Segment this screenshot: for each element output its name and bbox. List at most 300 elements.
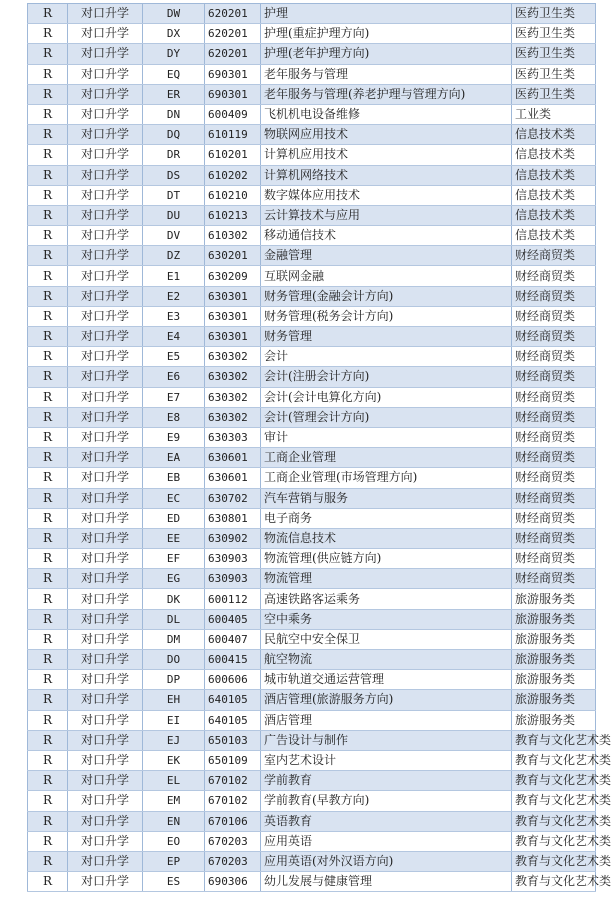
major-code-cell: 620201 (205, 44, 261, 64)
category-cell: 财经商贸类 (512, 306, 596, 326)
level-cell: R (28, 367, 68, 387)
category-cell: 财经商贸类 (512, 387, 596, 407)
table-row (28, 347, 596, 367)
major-name-cell: 民航空中安全保卫 (261, 629, 512, 649)
level-cell: R (28, 387, 68, 407)
major-name-cell: 室内艺术设计 (261, 750, 512, 770)
admission-type-cell: 对口升学 (68, 851, 143, 871)
table-row (28, 872, 596, 892)
level-cell: R (28, 831, 68, 851)
major-name-cell: 云计算技术与应用 (261, 205, 512, 225)
major-abbr-cell: EJ (143, 730, 205, 750)
major-code-cell: 670203 (205, 851, 261, 871)
major-abbr-cell: DR (143, 145, 205, 165)
major-name-cell: 审计 (261, 427, 512, 447)
level-cell: R (28, 771, 68, 791)
table-row (28, 549, 596, 569)
category-cell: 旅游服务类 (512, 589, 596, 609)
level-cell: R (28, 205, 68, 225)
table-row (28, 831, 596, 851)
table-row (28, 367, 596, 387)
admission-type-cell: 对口升学 (68, 508, 143, 528)
category-cell: 财经商贸类 (512, 367, 596, 387)
admission-type-cell: 对口升学 (68, 690, 143, 710)
level-cell: R (28, 690, 68, 710)
admission-type-cell: 对口升学 (68, 125, 143, 145)
major-code-cell: 630301 (205, 306, 261, 326)
major-name-cell: 幼儿发展与健康管理 (261, 872, 512, 892)
table-row (28, 710, 596, 730)
admission-type-cell: 对口升学 (68, 347, 143, 367)
major-code-cell: 630302 (205, 407, 261, 427)
major-name-cell: 会计(会计电算化方向) (261, 387, 512, 407)
table-row (28, 771, 596, 791)
level-cell: R (28, 710, 68, 730)
major-code-cell: 630903 (205, 549, 261, 569)
major-name-cell: 学前教育 (261, 771, 512, 791)
table-row (28, 145, 596, 165)
major-code-cell: 630702 (205, 488, 261, 508)
level-cell: R (28, 650, 68, 670)
major-abbr-cell: DM (143, 629, 205, 649)
major-code-cell: 630303 (205, 427, 261, 447)
major-abbr-cell: DO (143, 650, 205, 670)
level-cell: R (28, 468, 68, 488)
level-cell: R (28, 427, 68, 447)
admission-type-cell: 对口升学 (68, 327, 143, 347)
major-abbr-cell: DN (143, 104, 205, 124)
major-code-cell: 650109 (205, 750, 261, 770)
major-abbr-cell: E4 (143, 327, 205, 347)
admission-type-cell: 对口升学 (68, 24, 143, 44)
category-cell: 财经商贸类 (512, 569, 596, 589)
major-abbr-cell: DQ (143, 125, 205, 145)
major-abbr-cell: EE (143, 528, 205, 548)
level-cell: R (28, 327, 68, 347)
table-row (28, 327, 596, 347)
admission-type-cell: 对口升学 (68, 286, 143, 306)
major-name-cell: 老年服务与管理(养老护理与管理方向) (261, 84, 512, 104)
admission-type-cell: 对口升学 (68, 811, 143, 831)
major-abbr-cell: EA (143, 448, 205, 468)
admission-type-cell: 对口升学 (68, 750, 143, 770)
table-row (28, 811, 596, 831)
major-name-cell: 计算机网络技术 (261, 165, 512, 185)
table-row (28, 24, 596, 44)
level-cell: R (28, 104, 68, 124)
category-cell: 财经商贸类 (512, 528, 596, 548)
major-name-cell: 学前教育(早教方向) (261, 791, 512, 811)
major-name-cell: 移动通信技术 (261, 226, 512, 246)
major-code-cell: 630902 (205, 528, 261, 548)
category-cell: 教育与文化艺术类 (512, 771, 596, 791)
major-code-cell: 690306 (205, 872, 261, 892)
admission-type-cell: 对口升学 (68, 650, 143, 670)
category-cell: 教育与文化艺术类 (512, 791, 596, 811)
major-code-cell: 610119 (205, 125, 261, 145)
major-name-cell: 护理(老年护理方向) (261, 44, 512, 64)
major-code-cell: 630301 (205, 327, 261, 347)
major-name-cell: 互联网金融 (261, 266, 512, 286)
admission-type-cell: 对口升学 (68, 730, 143, 750)
category-cell: 教育与文化艺术类 (512, 811, 596, 831)
major-abbr-cell: EM (143, 791, 205, 811)
level-cell: R (28, 286, 68, 306)
major-name-cell: 广告设计与制作 (261, 730, 512, 750)
major-code-cell: 630903 (205, 569, 261, 589)
level-cell: R (28, 872, 68, 892)
major-code-cell: 670106 (205, 811, 261, 831)
table-row (28, 84, 596, 104)
table-row (28, 64, 596, 84)
major-abbr-cell: EN (143, 811, 205, 831)
category-cell: 教育与文化艺术类 (512, 730, 596, 750)
level-cell: R (28, 185, 68, 205)
category-cell: 财经商贸类 (512, 286, 596, 306)
major-name-cell: 会计(注册会计方向) (261, 367, 512, 387)
level-cell: R (28, 246, 68, 266)
level-cell: R (28, 407, 68, 427)
table-row (28, 730, 596, 750)
category-cell: 医药卫生类 (512, 44, 596, 64)
major-abbr-cell: E5 (143, 347, 205, 367)
level-cell: R (28, 347, 68, 367)
major-name-cell: 航空物流 (261, 650, 512, 670)
major-abbr-cell: EI (143, 710, 205, 730)
admission-type-cell: 对口升学 (68, 145, 143, 165)
major-code-cell: 630201 (205, 246, 261, 266)
category-cell: 财经商贸类 (512, 549, 596, 569)
major-name-cell: 物流信息技术 (261, 528, 512, 548)
admission-type-cell: 对口升学 (68, 791, 143, 811)
major-abbr-cell: ER (143, 84, 205, 104)
major-name-cell: 护理 (261, 4, 512, 24)
major-name-cell: 工商企业管理(市场管理方向) (261, 468, 512, 488)
admission-type-cell: 对口升学 (68, 468, 143, 488)
level-cell: R (28, 589, 68, 609)
category-cell: 信息技术类 (512, 226, 596, 246)
admission-table-sheet (27, 3, 611, 892)
major-name-cell: 数字媒体应用技术 (261, 185, 512, 205)
admission-type-cell: 对口升学 (68, 84, 143, 104)
major-abbr-cell: DW (143, 4, 205, 24)
level-cell: R (28, 609, 68, 629)
major-abbr-cell: DL (143, 609, 205, 629)
level-cell: R (28, 44, 68, 64)
category-cell: 信息技术类 (512, 205, 596, 225)
admission-type-cell: 对口升学 (68, 872, 143, 892)
table-body (28, 4, 611, 892)
table-row (28, 690, 596, 710)
table-row (28, 448, 596, 468)
major-code-cell: 670102 (205, 771, 261, 791)
admission-type-cell: 对口升学 (68, 427, 143, 447)
major-name-cell: 高速铁路客运乘务 (261, 589, 512, 609)
major-name-cell: 金融管理 (261, 246, 512, 266)
category-cell: 财经商贸类 (512, 488, 596, 508)
table-row (28, 44, 596, 64)
category-cell: 财经商贸类 (512, 246, 596, 266)
major-code-cell: 630302 (205, 347, 261, 367)
category-cell: 财经商贸类 (512, 468, 596, 488)
major-name-cell: 会计(管理会计方向) (261, 407, 512, 427)
admission-type-cell: 对口升学 (68, 367, 143, 387)
admission-type-cell: 对口升学 (68, 609, 143, 629)
major-name-cell: 工商企业管理 (261, 448, 512, 468)
major-abbr-cell: E7 (143, 387, 205, 407)
major-abbr-cell: E3 (143, 306, 205, 326)
category-cell: 旅游服务类 (512, 609, 596, 629)
level-cell: R (28, 569, 68, 589)
table-row (28, 508, 596, 528)
table-row (28, 266, 596, 286)
level-cell: R (28, 64, 68, 84)
major-name-cell: 酒店管理 (261, 710, 512, 730)
major-abbr-cell: E9 (143, 427, 205, 447)
level-cell: R (28, 306, 68, 326)
major-abbr-cell: EH (143, 690, 205, 710)
major-code-cell: 600415 (205, 650, 261, 670)
table-row (28, 589, 596, 609)
category-cell: 财经商贸类 (512, 327, 596, 347)
major-abbr-cell: DZ (143, 246, 205, 266)
major-name-cell: 会计 (261, 347, 512, 367)
major-code-cell: 630801 (205, 508, 261, 528)
level-cell: R (28, 508, 68, 528)
major-abbr-cell: ES (143, 872, 205, 892)
admission-type-cell: 对口升学 (68, 831, 143, 851)
major-code-cell: 640105 (205, 710, 261, 730)
level-cell: R (28, 266, 68, 286)
category-cell: 工业类 (512, 104, 596, 124)
table-row (28, 528, 596, 548)
major-code-cell: 670102 (205, 791, 261, 811)
admission-type-cell: 对口升学 (68, 104, 143, 124)
table-row (28, 468, 596, 488)
major-abbr-cell: E1 (143, 266, 205, 286)
category-cell: 财经商贸类 (512, 448, 596, 468)
level-cell: R (28, 549, 68, 569)
major-abbr-cell: EL (143, 771, 205, 791)
category-cell: 医药卫生类 (512, 4, 596, 24)
major-code-cell: 690301 (205, 64, 261, 84)
major-code-cell: 600407 (205, 629, 261, 649)
admission-type-cell: 对口升学 (68, 448, 143, 468)
major-name-cell: 老年服务与管理 (261, 64, 512, 84)
admission-type-cell: 对口升学 (68, 185, 143, 205)
major-abbr-cell: EO (143, 831, 205, 851)
table-row (28, 4, 596, 24)
major-abbr-cell: DY (143, 44, 205, 64)
major-code-cell: 610201 (205, 145, 261, 165)
category-cell: 信息技术类 (512, 125, 596, 145)
major-name-cell: 财务管理 (261, 327, 512, 347)
table-row (28, 427, 596, 447)
level-cell: R (28, 4, 68, 24)
category-cell: 教育与文化艺术类 (512, 750, 596, 770)
major-code-cell: 600409 (205, 104, 261, 124)
category-cell: 旅游服务类 (512, 670, 596, 690)
level-cell: R (28, 670, 68, 690)
level-cell: R (28, 730, 68, 750)
major-code-cell: 630601 (205, 448, 261, 468)
major-abbr-cell: EP (143, 851, 205, 871)
major-code-cell: 610302 (205, 226, 261, 246)
major-abbr-cell: DU (143, 205, 205, 225)
table-row (28, 306, 596, 326)
major-abbr-cell: DK (143, 589, 205, 609)
admission-type-cell: 对口升学 (68, 407, 143, 427)
admission-type-cell: 对口升学 (68, 670, 143, 690)
major-code-cell: 620201 (205, 24, 261, 44)
admission-type-cell: 对口升学 (68, 44, 143, 64)
table-row (28, 387, 596, 407)
major-abbr-cell: E6 (143, 367, 205, 387)
major-code-cell: 630302 (205, 387, 261, 407)
major-abbr-cell: EK (143, 750, 205, 770)
admission-type-cell: 对口升学 (68, 165, 143, 185)
admission-type-cell: 对口升学 (68, 64, 143, 84)
major-code-cell: 630601 (205, 468, 261, 488)
major-abbr-cell: DX (143, 24, 205, 44)
major-name-cell: 城市轨道交通运营管理 (261, 670, 512, 690)
category-cell: 财经商贸类 (512, 427, 596, 447)
admission-type-cell: 对口升学 (68, 710, 143, 730)
level-cell: R (28, 125, 68, 145)
major-abbr-cell: DS (143, 165, 205, 185)
major-name-cell: 英语教育 (261, 811, 512, 831)
table-row (28, 407, 596, 427)
major-abbr-cell: EC (143, 488, 205, 508)
category-cell: 财经商贸类 (512, 407, 596, 427)
table-row (28, 750, 596, 770)
admission-type-cell: 对口升学 (68, 549, 143, 569)
admission-type-cell: 对口升学 (68, 569, 143, 589)
major-code-cell: 630302 (205, 367, 261, 387)
category-cell: 医药卫生类 (512, 24, 596, 44)
major-abbr-cell: EG (143, 569, 205, 589)
admission-type-cell: 对口升学 (68, 205, 143, 225)
major-name-cell: 应用英语(对外汉语方向) (261, 851, 512, 871)
admission-type-cell: 对口升学 (68, 306, 143, 326)
major-abbr-cell: DV (143, 226, 205, 246)
table-row (28, 104, 596, 124)
table-row (28, 246, 596, 266)
major-code-cell: 620201 (205, 4, 261, 24)
table-row (28, 791, 596, 811)
admission-type-cell: 对口升学 (68, 387, 143, 407)
major-code-cell: 610202 (205, 165, 261, 185)
major-name-cell: 应用英语 (261, 831, 512, 851)
level-cell: R (28, 488, 68, 508)
major-code-cell: 630301 (205, 286, 261, 306)
major-abbr-cell: DT (143, 185, 205, 205)
category-cell: 医药卫生类 (512, 84, 596, 104)
major-code-cell: 650103 (205, 730, 261, 750)
category-cell: 教育与文化艺术类 (512, 831, 596, 851)
level-cell: R (28, 145, 68, 165)
majors-table (27, 3, 611, 892)
category-cell: 信息技术类 (512, 165, 596, 185)
category-cell: 财经商贸类 (512, 347, 596, 367)
category-cell: 信息技术类 (512, 185, 596, 205)
major-name-cell: 酒店管理(旅游服务方向) (261, 690, 512, 710)
table-row (28, 125, 596, 145)
category-cell: 教育与文化艺术类 (512, 851, 596, 871)
major-abbr-cell: EQ (143, 64, 205, 84)
major-name-cell: 财务管理(税务会计方向) (261, 306, 512, 326)
major-code-cell: 610210 (205, 185, 261, 205)
level-cell: R (28, 750, 68, 770)
table-row (28, 226, 596, 246)
table-row (28, 205, 596, 225)
major-code-cell: 600405 (205, 609, 261, 629)
major-name-cell: 财务管理(金融会计方向) (261, 286, 512, 306)
level-cell: R (28, 226, 68, 246)
admission-type-cell: 对口升学 (68, 629, 143, 649)
table-row (28, 165, 596, 185)
admission-type-cell: 对口升学 (68, 528, 143, 548)
major-name-cell: 物流管理 (261, 569, 512, 589)
level-cell: R (28, 791, 68, 811)
table-row (28, 286, 596, 306)
level-cell: R (28, 165, 68, 185)
major-name-cell: 电子商务 (261, 508, 512, 528)
table-row (28, 670, 596, 690)
major-name-cell: 汽车营销与服务 (261, 488, 512, 508)
major-code-cell: 610213 (205, 205, 261, 225)
level-cell: R (28, 811, 68, 831)
major-code-cell: 600606 (205, 670, 261, 690)
major-name-cell: 空中乘务 (261, 609, 512, 629)
major-name-cell: 物联网应用技术 (261, 125, 512, 145)
admission-type-cell: 对口升学 (68, 246, 143, 266)
table-row (28, 851, 596, 871)
major-abbr-cell: E8 (143, 407, 205, 427)
table-row (28, 629, 596, 649)
major-code-cell: 690301 (205, 84, 261, 104)
level-cell: R (28, 629, 68, 649)
category-cell: 旅游服务类 (512, 629, 596, 649)
table-row (28, 569, 596, 589)
category-cell: 信息技术类 (512, 145, 596, 165)
category-cell: 教育与文化艺术类 (512, 872, 596, 892)
admission-type-cell: 对口升学 (68, 771, 143, 791)
major-abbr-cell: EF (143, 549, 205, 569)
category-cell: 旅游服务类 (512, 650, 596, 670)
admission-type-cell: 对口升学 (68, 266, 143, 286)
level-cell: R (28, 851, 68, 871)
major-abbr-cell: EB (143, 468, 205, 488)
major-name-cell: 飞机机电设备维修 (261, 104, 512, 124)
admission-type-cell: 对口升学 (68, 226, 143, 246)
category-cell: 医药卫生类 (512, 64, 596, 84)
level-cell: R (28, 24, 68, 44)
table-row (28, 488, 596, 508)
category-cell: 旅游服务类 (512, 710, 596, 730)
category-cell: 财经商贸类 (512, 508, 596, 528)
table-row (28, 650, 596, 670)
category-cell: 财经商贸类 (512, 266, 596, 286)
major-name-cell: 计算机应用技术 (261, 145, 512, 165)
major-code-cell: 640105 (205, 690, 261, 710)
major-name-cell: 护理(重症护理方向) (261, 24, 512, 44)
major-abbr-cell: ED (143, 508, 205, 528)
major-code-cell: 630209 (205, 266, 261, 286)
admission-type-cell: 对口升学 (68, 4, 143, 24)
admission-type-cell: 对口升学 (68, 589, 143, 609)
level-cell: R (28, 448, 68, 468)
